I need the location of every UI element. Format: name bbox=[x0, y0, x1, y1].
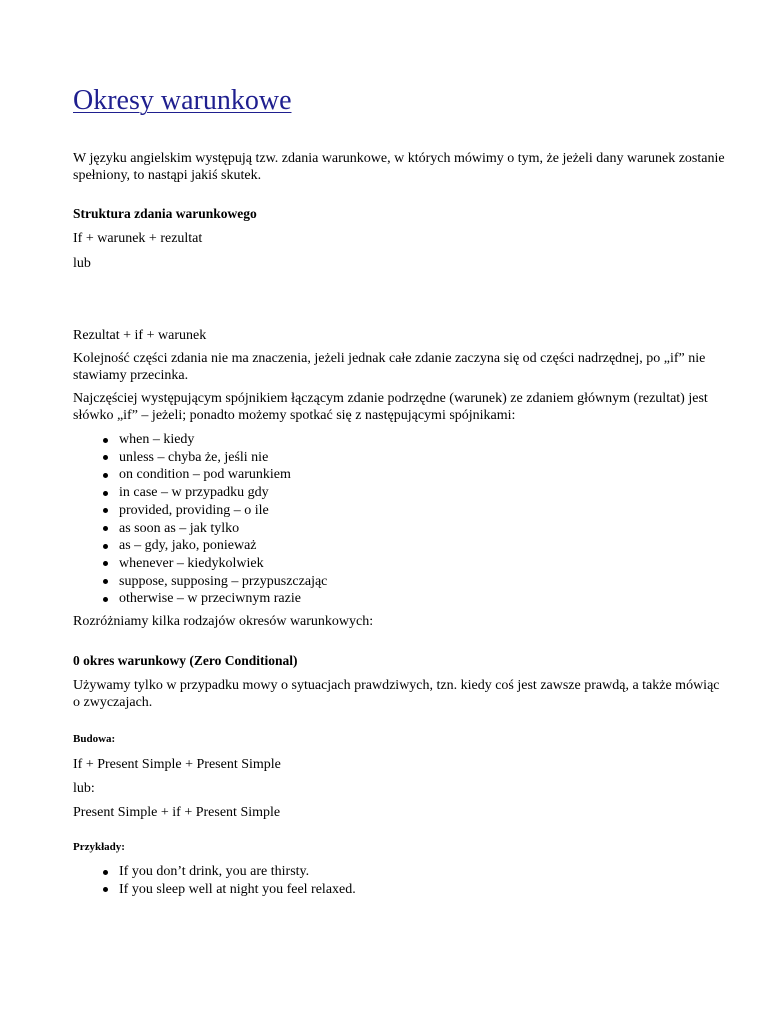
page-title: Okresy warunkowe bbox=[73, 85, 292, 116]
list-item: provided, providing – o ile bbox=[119, 502, 728, 520]
zero-conditional-description: Używamy tylko w przypadku mowy o sytuacjach prawdziwych, tzn. kiedy coś jest zawsze prawdą, a także mówiąc o zwyczajach. bbox=[73, 678, 720, 711]
order-note: Kolejność części zdania nie ma znaczenia, jeżeli jednak całe zdanie zaczyna się od części nadrzędnej, po „if” nie stawiamy przecinka. bbox=[73, 351, 706, 383]
list-item: when – kiedy bbox=[119, 431, 728, 449]
types-intro: Rozróżniamy kilka rodzajów okresów warunkowych: bbox=[73, 614, 374, 630]
structure-formula-1: If + warunek + rezultat bbox=[73, 231, 203, 246]
structure-formula-2: Rezultat + if + warunek bbox=[73, 328, 207, 343]
list-item: whenever – kiedykolwiek bbox=[119, 555, 728, 573]
zero-conditional-heading: 0 okres warunkowy (Zero Conditional) bbox=[73, 653, 298, 669]
conjunctions-list bbox=[73, 431, 728, 608]
list-item: in case – w przypadku gdy bbox=[119, 484, 728, 502]
list-item: unless – chyba że, jeśli nie bbox=[119, 449, 728, 467]
zero-formula-2: Present Simple + if + Present Simple bbox=[73, 805, 281, 821]
conjunctions-intro: Najczęściej występującym spójnikiem łączącym zdanie podrzędne (warunek) ze zdaniem głównym (rezultat) jest słówko „if” – jeżeli; ponadto możemy spotkać się z następującymi spójnikami: bbox=[73, 391, 708, 423]
list-item: on condition – pod warunkiem bbox=[119, 466, 728, 484]
intro-paragraph: W języku angielskim występują tzw. zdania warunkowe, w których mówimy o tym, że jeżeli dany warunek zostanie spełniony, to nastąpi jakiś skutek. bbox=[73, 151, 725, 183]
list-item: suppose, supposing – przypuszczając bbox=[119, 573, 728, 591]
build-heading: Budowa: bbox=[73, 733, 116, 746]
structure-heading: Struktura zdania warunkowego bbox=[73, 206, 257, 221]
list-item: If you don’t drink, you are thirsty. bbox=[119, 863, 728, 881]
list-item: as – gdy, jako, ponieważ bbox=[119, 537, 728, 555]
zero-formula-1: If + Present Simple + Present Simple bbox=[73, 757, 281, 773]
list-item: as soon as – jak tylko bbox=[119, 520, 728, 538]
structure-or: lub bbox=[73, 256, 91, 271]
list-item: otherwise – w przeciwnym razie bbox=[119, 590, 728, 608]
list-item: If you sleep well at night you feel relaxed. bbox=[119, 881, 728, 899]
examples-list bbox=[73, 863, 728, 898]
zero-or: lub: bbox=[73, 781, 95, 797]
examples-heading: Przykłady: bbox=[73, 841, 125, 854]
